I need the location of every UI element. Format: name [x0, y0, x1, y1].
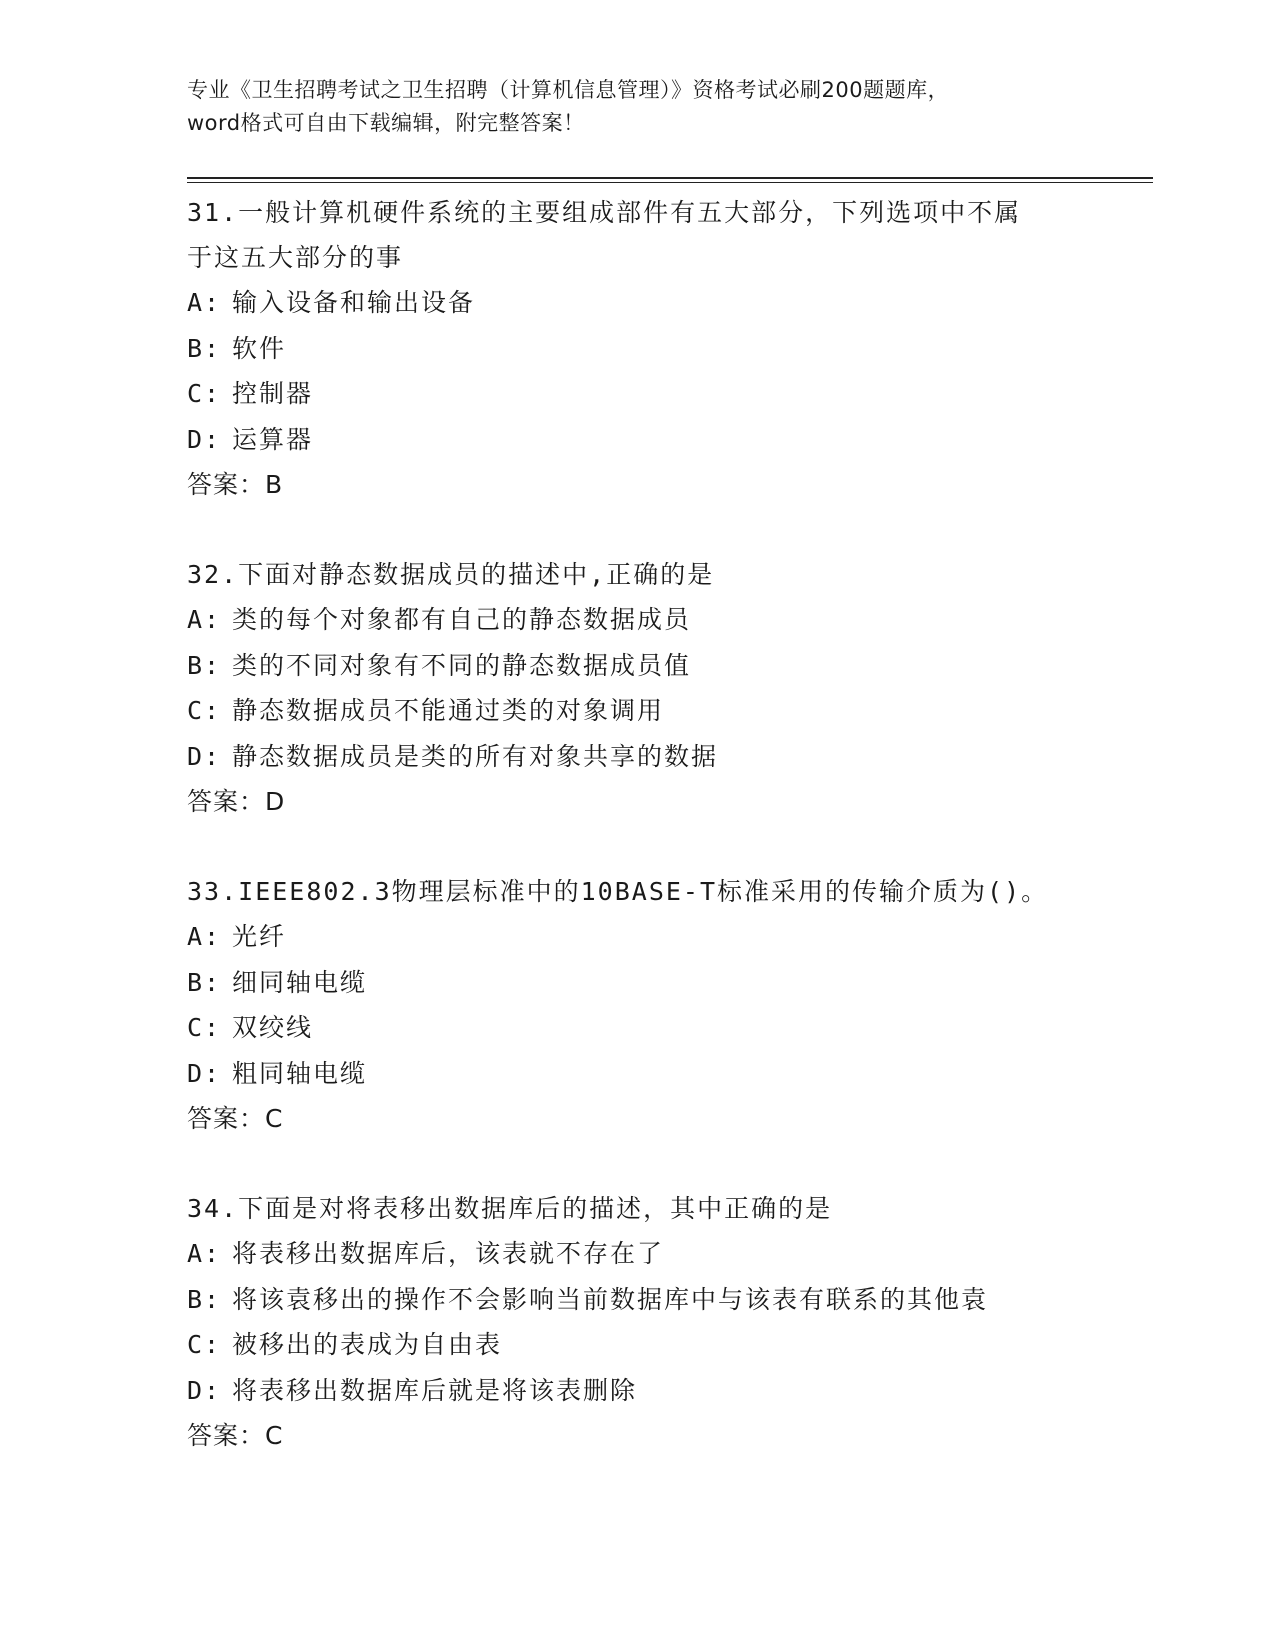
option-text: 运算器 [232, 424, 314, 454]
option-text: 静态数据成员不能通过类的对象调用 [232, 696, 665, 725]
option-b [187, 960, 1147, 1006]
option-d [187, 1368, 1147, 1414]
option-key: C: [187, 379, 222, 408]
option-key: D: [187, 1375, 222, 1405]
option-d [187, 417, 1147, 463]
option-key: D: [187, 424, 222, 454]
question-stem-continued: 于这五大部分的事 [187, 243, 404, 272]
option-a [187, 1231, 1147, 1277]
option-key: A: [187, 288, 222, 317]
option-key: B: [187, 1284, 222, 1314]
option-c [187, 1322, 1147, 1368]
option-text: 软件 [232, 333, 287, 363]
option-key: A: [187, 605, 222, 634]
question-list [187, 190, 1147, 1458]
option-c [187, 371, 1147, 417]
option-text: 细同轴电缆 [232, 967, 368, 997]
option-text: 类的不同对象有不同的静态数据成员值 [232, 650, 692, 680]
option-key: B: [187, 333, 222, 363]
option-d [187, 734, 1147, 780]
header-divider-thin [187, 182, 1153, 183]
document-header [187, 74, 1087, 140]
option-c [187, 688, 1147, 734]
answer: 答案：C [187, 1421, 284, 1450]
option-c [187, 1005, 1147, 1051]
option-text: 控制器 [232, 379, 314, 408]
option-key: B: [187, 650, 222, 680]
option-text: 将表移出数据库后就是将该表删除 [232, 1375, 638, 1405]
option-text: 粗同轴电缆 [232, 1058, 368, 1088]
option-b [187, 643, 1147, 689]
option-key: C: [187, 696, 222, 725]
option-key: A: [187, 922, 222, 951]
header-divider-thick [187, 177, 1153, 179]
answer: 答案：B [187, 470, 284, 499]
question-32 [187, 552, 1147, 824]
question-stem: 33.IEEE802.3物理层标准中的10BASE-T标准采用的传输介质为()。 [187, 877, 1049, 906]
option-text: 静态数据成员是类的所有对象共享的数据 [232, 741, 719, 771]
header-line-2: word格式可自由下载编辑，附完整答案！ [187, 111, 585, 135]
option-a [187, 914, 1147, 960]
question-stem: 34.下面是对将表移出数据库后的描述，其中正确的是 [187, 1194, 833, 1223]
option-b [187, 1277, 1147, 1323]
option-text: 将表移出数据库后，该表就不存在了 [232, 1239, 665, 1268]
option-text: 类的每个对象都有自己的静态数据成员 [232, 605, 692, 634]
question-31 [187, 190, 1147, 507]
question-stem: 32.下面对静态数据成员的描述中,正确的是 [187, 560, 715, 589]
option-b [187, 326, 1147, 372]
option-key: A: [187, 1239, 222, 1268]
option-text: 将该袁移出的操作不会影响当前数据库中与该表有联系的其他袁 [232, 1284, 989, 1314]
question-33 [187, 869, 1147, 1141]
answer: 答案：C [187, 1104, 284, 1133]
option-a [187, 280, 1147, 326]
option-text: 被移出的表成为自由表 [232, 1330, 503, 1359]
option-text: 输入设备和输出设备 [232, 288, 476, 317]
question-stem: 31.一般计算机硬件系统的主要组成部件有五大部分，下列选项中不属 [187, 198, 1022, 227]
option-key: D: [187, 741, 222, 771]
option-key: D: [187, 1058, 222, 1088]
option-text: 光纤 [232, 922, 287, 951]
header-line-1: 专业《卫生招聘考试之卫生招聘（计算机信息管理）》资格考试必刷200题题库， [187, 78, 950, 102]
option-a [187, 597, 1147, 643]
option-key: B: [187, 967, 222, 997]
question-34 [187, 1186, 1147, 1458]
option-key: C: [187, 1013, 222, 1042]
answer: 答案：D [187, 787, 286, 816]
option-text: 双绞线 [232, 1013, 314, 1042]
option-key: C: [187, 1330, 222, 1359]
option-d [187, 1051, 1147, 1097]
